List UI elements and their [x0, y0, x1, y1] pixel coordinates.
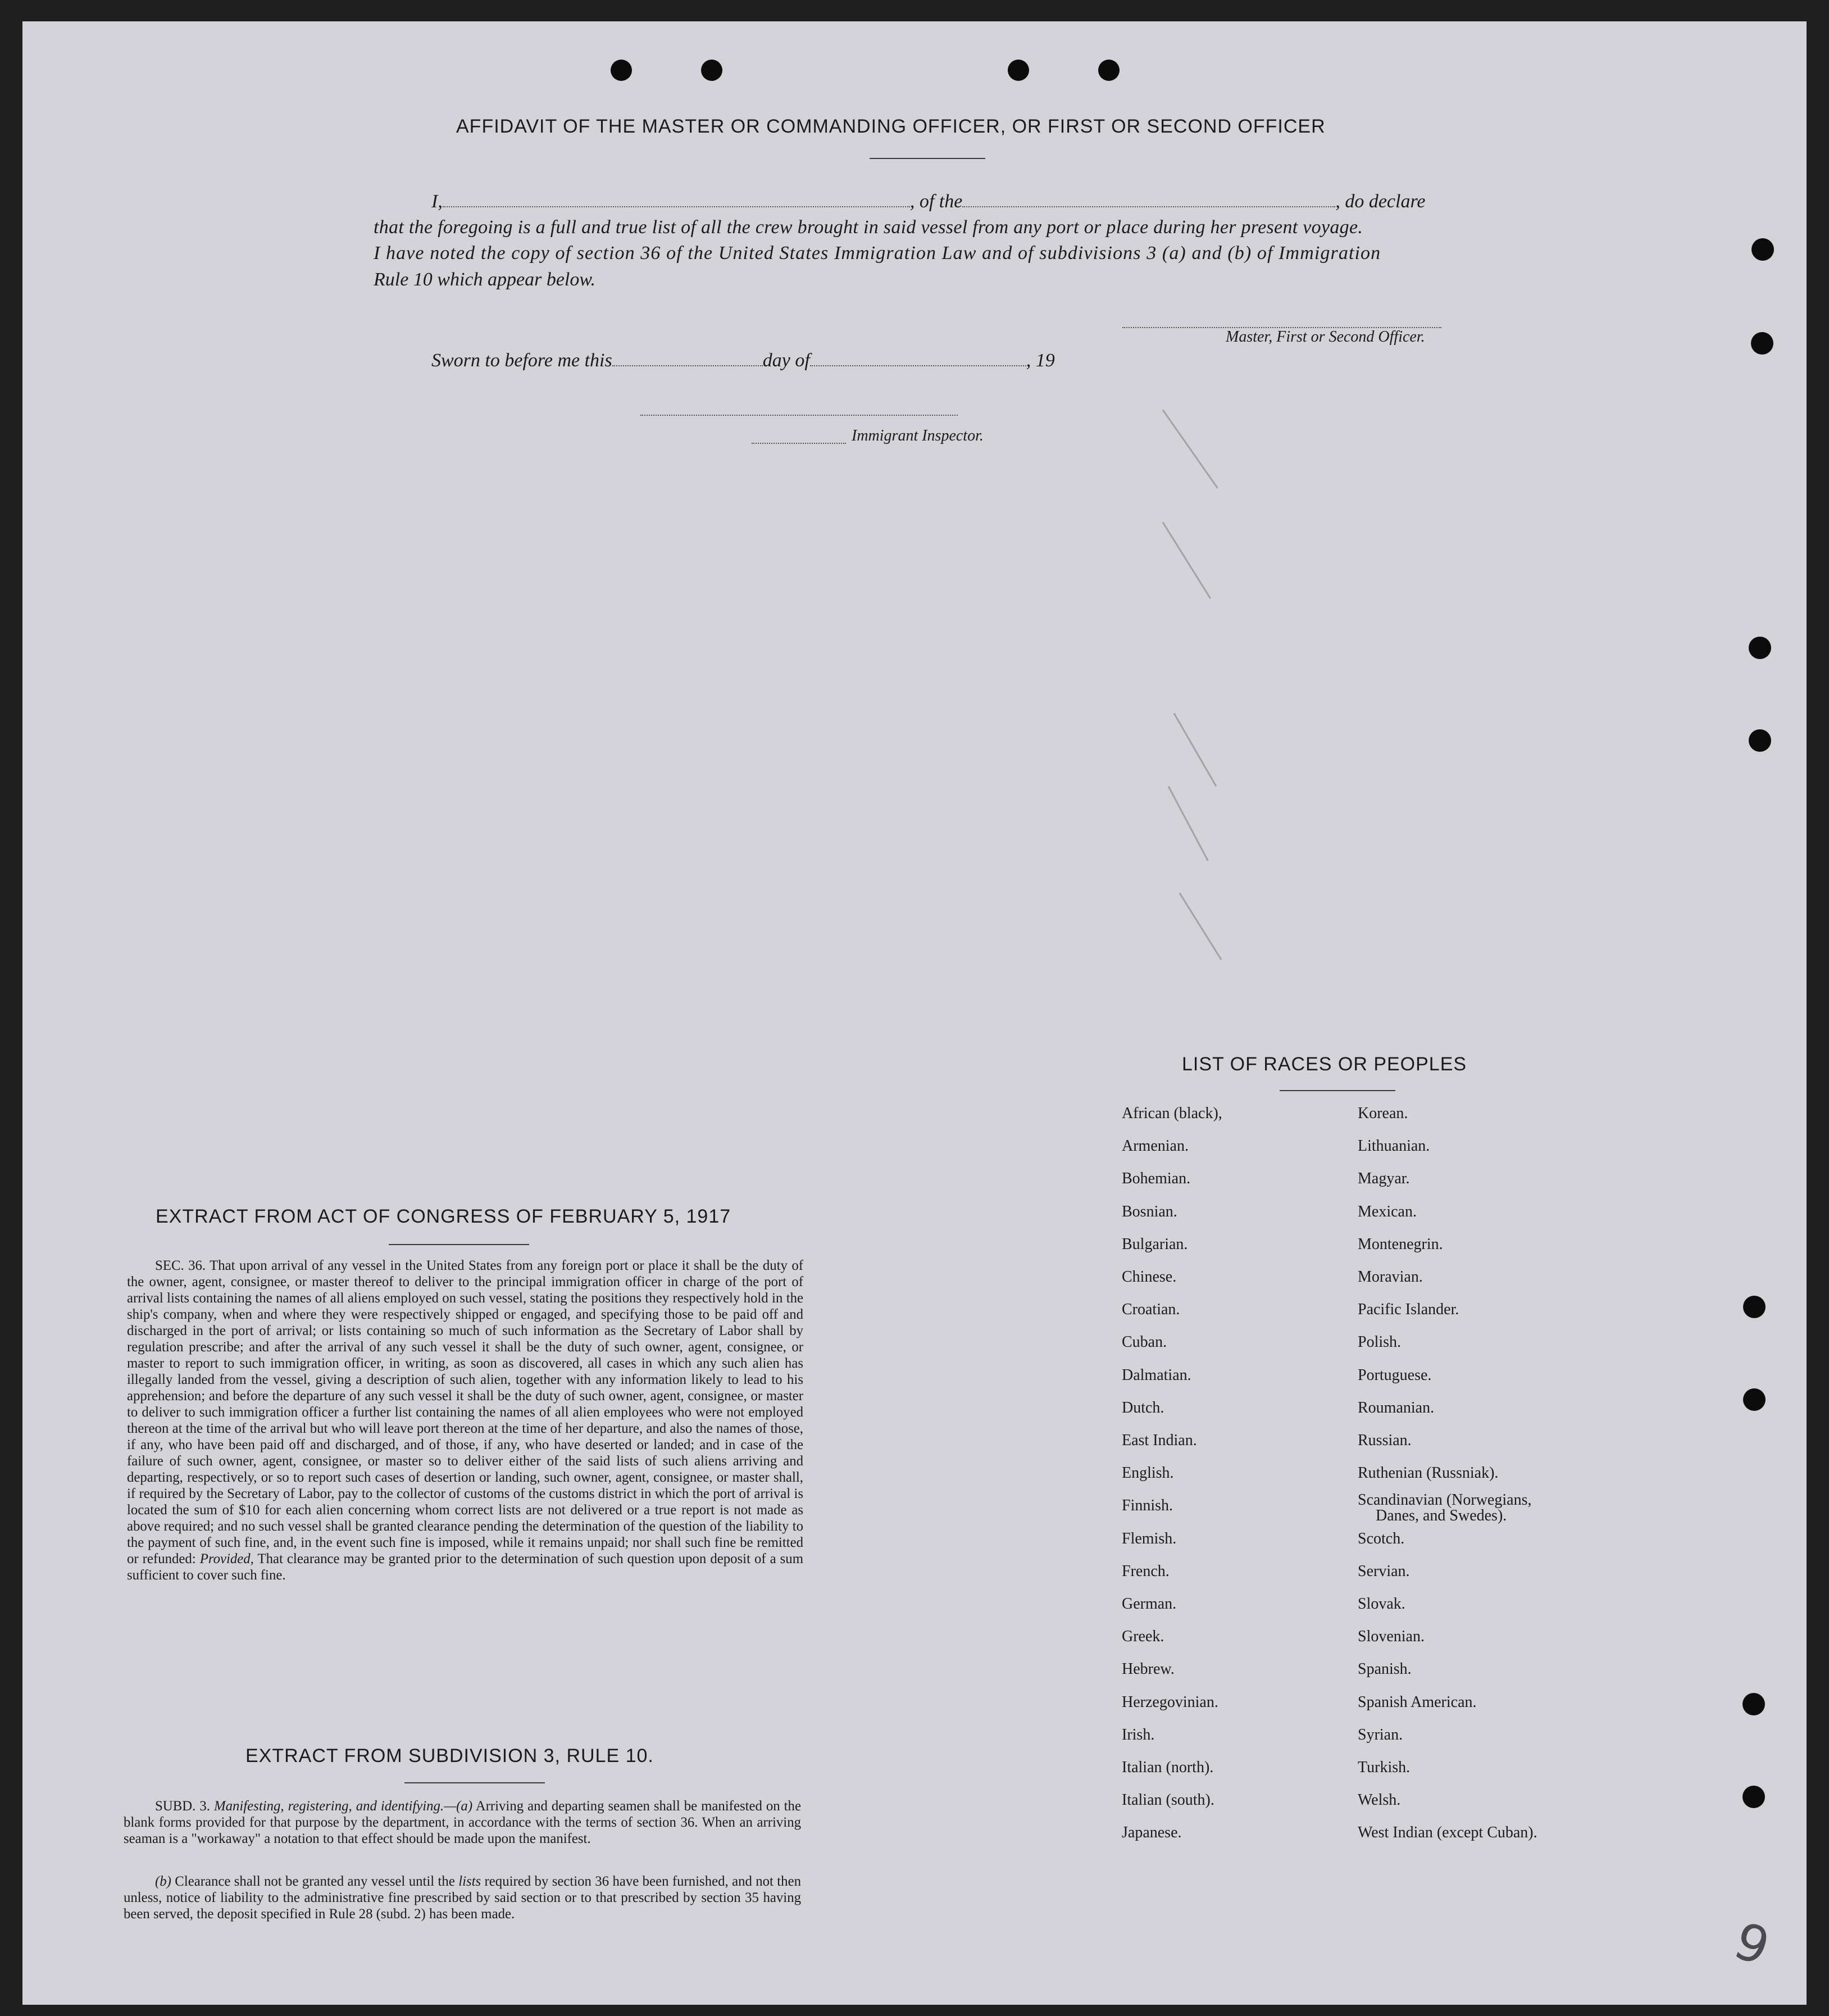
race-item: Mexican.	[1358, 1202, 1417, 1220]
subd-a-text: Arriving and departing seamen shall be manifested on the blank forms provided for that purpose by the department, in accordance with the terms of section 36. When an arriving seaman is a "workaway" a notation to that effect should be made upon the manifest.	[124, 1799, 801, 1846]
race-item: African (black),	[1122, 1105, 1222, 1122]
declaration-line-3: I have noted the copy of section 36 of the United States Immigration Law and of subdivisions 3 (a) and (b) of Immigration	[374, 243, 1381, 264]
subd-label: SUBD. 3.	[155, 1799, 210, 1814]
declaration-line-1	[431, 191, 1426, 212]
handwritten-page-number: 9	[1726, 1911, 1777, 1978]
pencil-mark	[1173, 713, 1217, 787]
sworn-day-field[interactable]	[612, 365, 763, 366]
subd-b-text-2: required by section 36 have been furnished, and not then unless, notice of liability to the administrative fine prescribed by said section or to that prescribed by section 35 having been served, the deposit specified in Rule 28 (subd. 2) has been made.	[124, 1874, 801, 1922]
sworn-line	[431, 350, 1055, 371]
race-item: Slovak.	[1358, 1595, 1405, 1613]
subd-a-paragraph	[124, 1798, 801, 1847]
punch-hole	[1098, 60, 1120, 81]
extract-rule-rule	[404, 1782, 545, 1783]
form-page	[22, 21, 1807, 2005]
race-item: Greek.	[1122, 1628, 1164, 1646]
race-item: Scandinavian (Norwegians,	[1358, 1491, 1532, 1509]
race-item: Bohemian.	[1122, 1170, 1191, 1188]
sec-text-end: That clearance may be granted prior to the determination of such question upon deposit of a sum sufficient to cover such fine.	[127, 1551, 803, 1583]
race-item: English.	[1122, 1464, 1174, 1482]
race-item: Polish.	[1358, 1333, 1402, 1351]
vessel-name-field[interactable]	[962, 206, 1335, 207]
year-label: , 19	[1026, 350, 1055, 371]
race-item: Bosnian.	[1122, 1202, 1177, 1220]
race-item: Bulgarian.	[1122, 1235, 1188, 1253]
sec-label: SEC. 36.	[155, 1258, 206, 1273]
sworn-label: Sworn to before me this	[431, 350, 612, 371]
race-item: Roumanian.	[1358, 1399, 1435, 1416]
race-item: Servian.	[1358, 1562, 1410, 1580]
race-item: Danes, and Swedes).	[1376, 1507, 1507, 1525]
race-item: East Indian.	[1122, 1432, 1197, 1449]
race-item: French.	[1122, 1562, 1170, 1580]
sworn-month-field[interactable]	[810, 365, 1026, 366]
punch-hole	[1743, 1388, 1766, 1411]
punch-hole	[701, 60, 722, 81]
extract-act-rule	[389, 1244, 529, 1245]
race-item: Croatian.	[1122, 1301, 1180, 1319]
race-item: Armenian.	[1122, 1137, 1189, 1155]
race-item: Montenegrin.	[1358, 1235, 1443, 1253]
punch-hole	[1749, 729, 1771, 752]
master-signature-label: Master, First or Second Officer.	[1226, 328, 1425, 346]
race-item: Magyar.	[1358, 1170, 1410, 1188]
race-item: German.	[1122, 1595, 1177, 1613]
race-item: Russian.	[1358, 1432, 1412, 1449]
subd-b-label: (b)	[155, 1874, 171, 1889]
affidavit-title: AFFIDAVIT OF THE MASTER OR COMMANDING OFFICER, OR FIRST OR SECOND OFFICER	[456, 116, 1326, 137]
races-title: LIST OF RACES OR PEOPLES	[1182, 1054, 1467, 1075]
race-item: Moravian.	[1358, 1268, 1423, 1286]
race-item: Syrian.	[1358, 1726, 1403, 1743]
punch-hole	[611, 60, 632, 81]
race-item: Hebrew.	[1122, 1660, 1175, 1678]
inspector-signature-line[interactable]	[640, 415, 958, 416]
race-item: Japanese.	[1122, 1824, 1182, 1842]
race-item: Dutch.	[1122, 1399, 1164, 1416]
race-item: Slovenian.	[1358, 1628, 1425, 1646]
race-item: Korean.	[1358, 1105, 1408, 1122]
subd-heading: Manifesting, registering, and identifying.—(a)	[213, 1799, 473, 1814]
declaration-line-4: Rule 10 which appear below.	[374, 269, 596, 290]
race-item: Chinese.	[1122, 1268, 1177, 1286]
race-item: Portuguese.	[1358, 1366, 1432, 1384]
inspector-label: Immigrant Inspector.	[852, 427, 984, 444]
race-item: Welsh.	[1358, 1791, 1401, 1809]
pencil-mark	[1162, 522, 1211, 599]
race-item: Spanish.	[1358, 1660, 1412, 1678]
race-item: Italian (south).	[1122, 1791, 1214, 1809]
race-item: Italian (north).	[1122, 1759, 1214, 1776]
affidavit-title-rule	[870, 158, 985, 159]
day-of-label: day of	[762, 350, 810, 371]
race-item: Cuban.	[1122, 1333, 1167, 1351]
race-item: West Indian (except Cuban).	[1358, 1824, 1537, 1842]
subd-b-text-1: Clearance shall not be granted any vessel until the	[175, 1874, 455, 1889]
declarant-label: I,	[431, 191, 443, 212]
pencil-mark	[1162, 410, 1218, 489]
of-the-label: , of the	[909, 191, 963, 212]
declaration-line-2: that the foregoing is a full and true list of all the crew brought in said vessel from any port or place during her present voyage.	[374, 217, 1363, 238]
subd-b-lists: lists	[458, 1874, 481, 1889]
punch-hole	[1751, 332, 1773, 355]
subd-b-paragraph	[124, 1873, 801, 1922]
race-item: Dalmatian.	[1122, 1366, 1191, 1384]
punch-hole	[1008, 60, 1029, 81]
race-item: Scotch.	[1358, 1529, 1405, 1547]
extract-act-title: EXTRACT FROM ACT OF CONGRESS OF FEBRUARY 5, 1917	[156, 1206, 731, 1227]
sec-text: That upon arrival of any vessel in the United States from any foreign port or place it shall be the duty of the owner, agent, consignee, or master thereof to deliver to the principal immigration officer in charge of the port of arrival lists containing the names of all aliens employed on such vessel, stating the positions they respectively hold in the ship's company, when and where they were respectively shipped or engaged, and specifying those to be paid off and discharged in the port of arrival; or lists containing so much of such information as the Secretary of Labor shall by regulation prescribe; and after the arrival of any such vessel it shall be the duty of such owner, agent, consignee, or master to report to such immigration officer, in writing, as soon as discovered, all cases in which any such alien has illegally landed from the vessel, giving a description of such alien, together with any information likely to lead to his apprehension; and before the departure of any such vessel it shall be the duty of such owner, agent, consignee, or master to deliver to such immigration officer a further list containing the names of all alien employees who were not employed thereon at the time of the arrival but who will leave port thereon at the time of her departure, and also the names of those, if any, who have been paid off and discharged, and of those, if any, who have deserted or landed; and in case of the failure of such owner, agent, consignee, or master so to deliver either of the said lists of such aliens arriving and departing, respectively, or so to report such cases of desertion or landing, such owner, agent, consignee, or master shall, if required by the Secretary of Labor, pay to the collector of customs of the customs district in which the port of arrival is located the sum of $10 for each alien concerning whom correct lists are not delivered or a true report is not made as above required; and no such vessel shall be granted clearance pending the determination of the question of the liability to the payment of such fine, and, in the event such fine is imposed, while it remains unpaid; nor shall such fine be remitted or refunded:	[127, 1258, 803, 1567]
punch-hole	[1749, 637, 1771, 659]
race-item: Turkish.	[1358, 1759, 1411, 1776]
race-item: Flemish.	[1122, 1529, 1177, 1547]
declarant-name-field[interactable]	[443, 206, 910, 207]
race-item: Pacific Islander.	[1358, 1301, 1459, 1319]
provided-word: Provided,	[199, 1551, 254, 1567]
race-item: Ruthenian (Russniak).	[1358, 1464, 1499, 1482]
punch-hole	[1743, 1296, 1766, 1318]
punch-hole	[1742, 1693, 1765, 1715]
extract-rule-title: EXTRACT FROM SUBDIVISION 3, RULE 10.	[245, 1745, 654, 1767]
declare-label: , do declare	[1335, 191, 1426, 212]
extract-act-body	[127, 1257, 803, 1583]
race-item: Herzegovinian.	[1122, 1693, 1218, 1711]
punch-hole	[1742, 1786, 1765, 1808]
pencil-mark	[1179, 893, 1222, 960]
punch-hole	[1751, 238, 1774, 261]
pencil-mark	[1168, 786, 1209, 861]
race-item: Lithuanian.	[1358, 1137, 1430, 1155]
races-title-rule	[1280, 1090, 1395, 1091]
inspector-name-line[interactable]	[752, 443, 846, 444]
race-item: Finnish.	[1122, 1497, 1173, 1515]
race-item: Spanish American.	[1358, 1693, 1477, 1711]
race-item: Irish.	[1122, 1726, 1155, 1743]
